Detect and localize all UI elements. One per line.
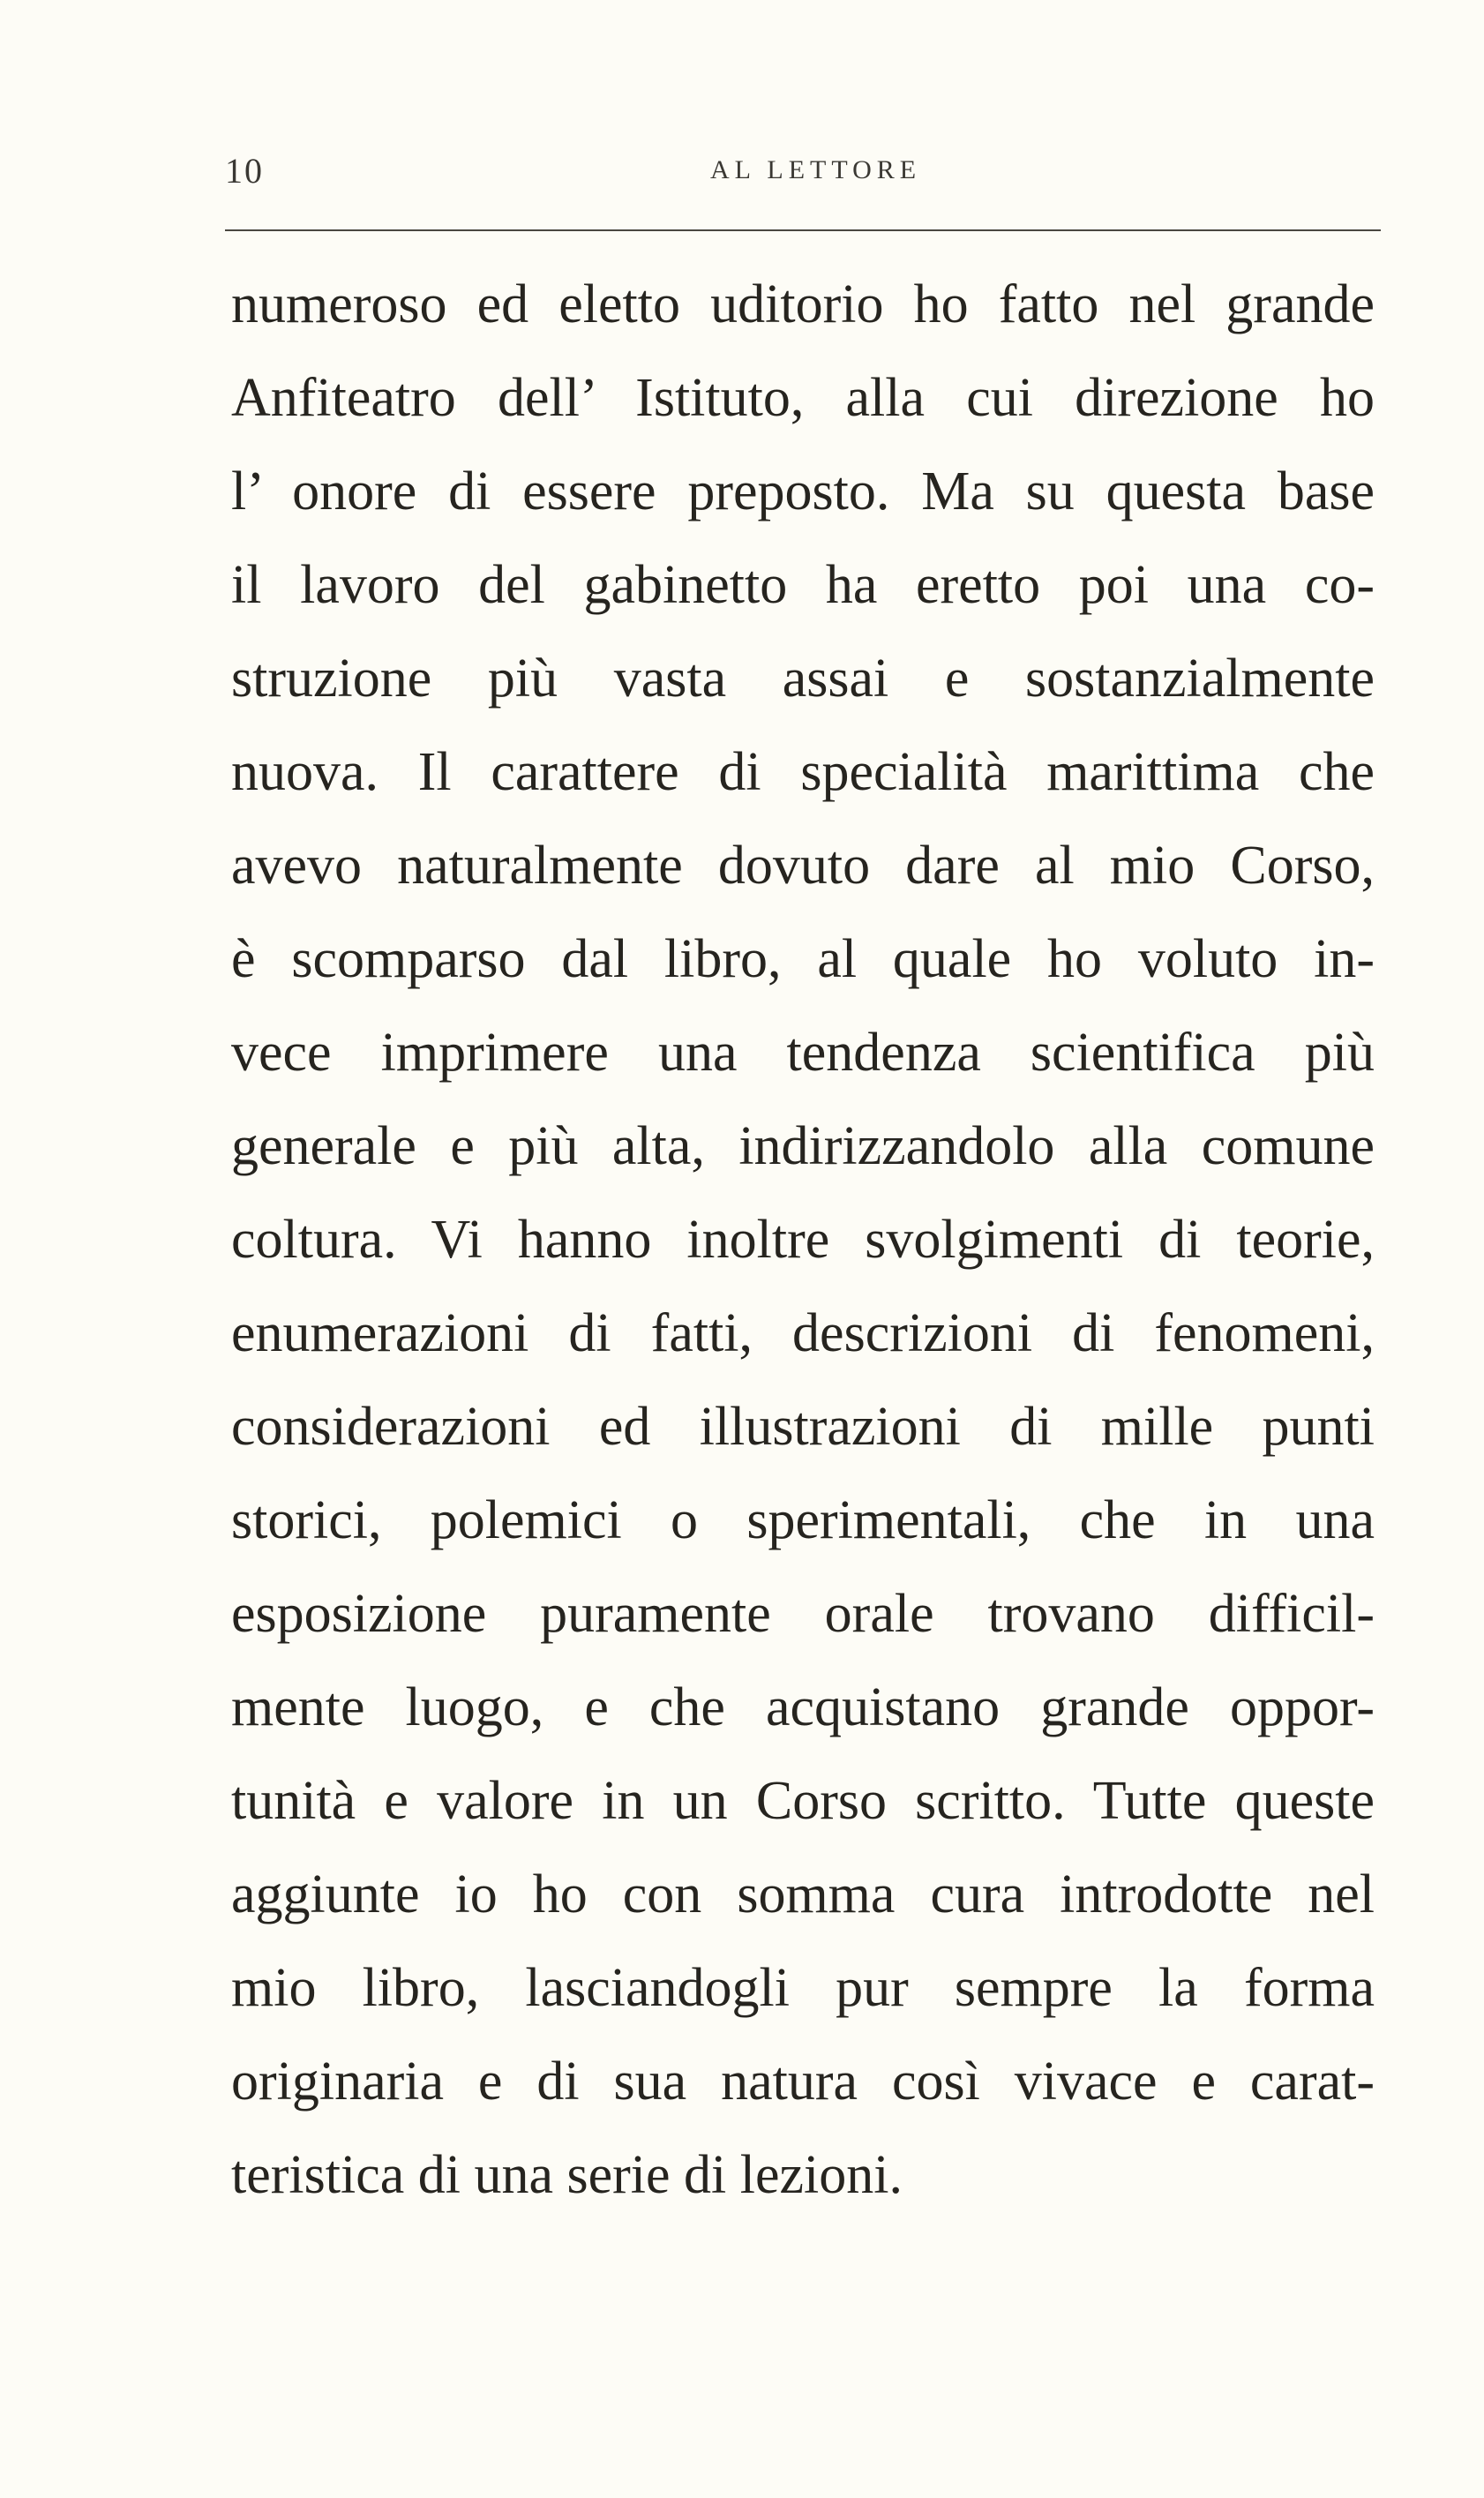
text-line: è scomparso dal libro, al quale ho voluto in- [231, 929, 1375, 989]
text-line: il lavoro del gabinetto ha eretto poi una co- [231, 555, 1375, 615]
running-title: AL LETTORE [710, 155, 922, 184]
text-line: esposizione puramente orale trovano difficil- [231, 1584, 1375, 1644]
text-line: avevo naturalmente dovuto dare al mio Corso, [231, 836, 1375, 896]
header-rule [225, 229, 1381, 231]
text-line: storici, polemici o sperimentali, che in una [231, 1490, 1375, 1550]
text-line: aggiunte io ho con somma cura introdotte nel [231, 1864, 1375, 1924]
text-line: Anfiteatro dell’ Istituto, alla cui direzione ho [231, 368, 1375, 428]
text-line: struzione più vasta assai e sostanzialmente [231, 649, 1375, 709]
text-line: tunità e valore in un Corso scritto. Tutte queste [231, 1771, 1375, 1831]
text-line: coltura. Vi hanno inoltre svolgimenti di teorie, [231, 1210, 1375, 1270]
text-line: mente luogo, e che acquistano grande oppor- [231, 1677, 1375, 1737]
page-number: 10 [225, 151, 264, 191]
text-line: nuova. Il carattere di specialità marittima che [231, 742, 1375, 802]
text-line: generale e più alta, indirizzandolo alla comune [231, 1116, 1375, 1176]
body-paragraph [231, 258, 1375, 2222]
text-line: numeroso ed eletto uditorio ho fatto nel grande [231, 274, 1375, 334]
text-line: originaria e di sua natura così vivace e carat- [231, 2052, 1375, 2112]
text-line: enumerazioni di fatti, descrizioni di fenomeni, [231, 1303, 1375, 1363]
text-line: teristica di una serie di lezioni. [231, 2145, 903, 2205]
running-head [225, 143, 1381, 196]
text-line: l’ onore di essere preposto. Ma su questa base [231, 461, 1375, 521]
text-line: considerazioni ed illustrazioni di mille punti [231, 1397, 1375, 1457]
text-line: mio libro, lasciandogli pur sempre la forma [231, 1958, 1375, 2018]
text-line: vece imprimere una tendenza scientifica più [231, 1023, 1375, 1083]
